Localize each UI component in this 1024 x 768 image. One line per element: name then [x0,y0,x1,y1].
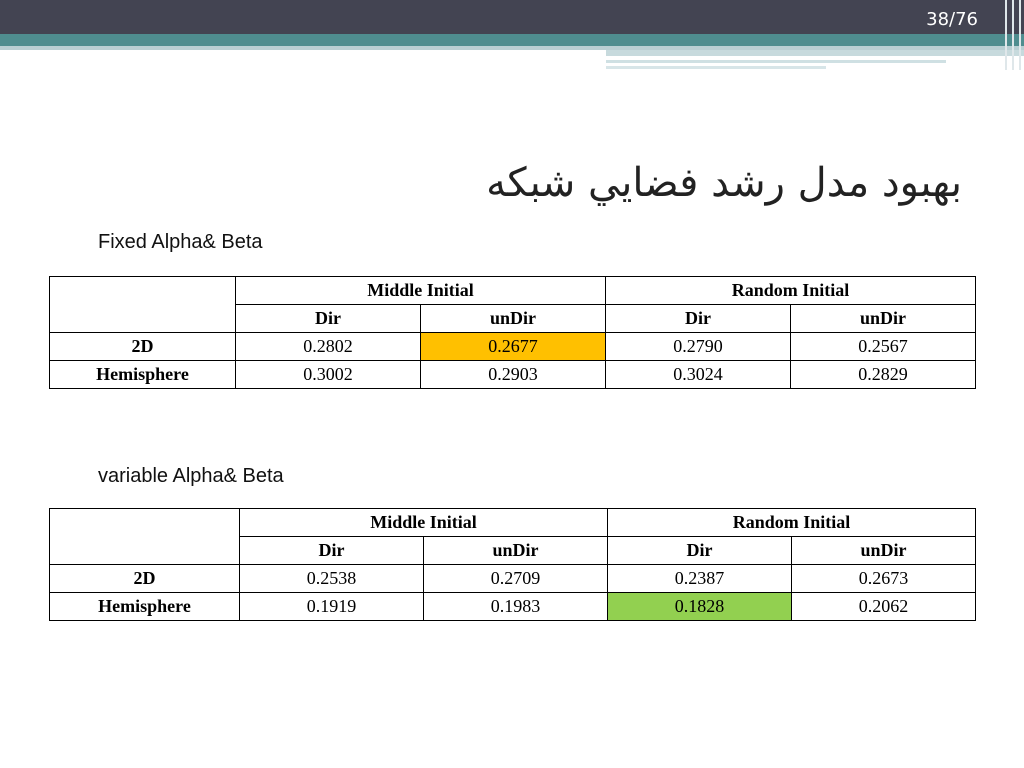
group-header-random-initial: Random Initial [606,277,976,305]
table-cell: 0.2903 [421,361,606,389]
row-label: 2D [50,333,236,361]
header-divider [1005,0,1007,70]
subheader-undir: unDir [424,537,608,565]
slide-header-bar [0,0,1024,34]
subheader-dir: Dir [236,305,421,333]
table-cell: 0.2673 [792,565,976,593]
table-cell: 0.2790 [606,333,791,361]
table-cell: 0.3024 [606,361,791,389]
subheader-dir: Dir [606,305,791,333]
table-cell: 0.2802 [236,333,421,361]
subheader-dir: Dir [608,537,792,565]
table-corner-cell [50,277,236,333]
group-header-middle-initial: Middle Initial [240,509,608,537]
subheader-dir: Dir [240,537,424,565]
header-divider [1019,0,1021,70]
variable-alpha-beta-table [49,508,976,621]
table-row [50,565,976,593]
table-row [50,361,976,389]
table-cell: 0.2829 [791,361,976,389]
variable-table-caption: variable Alpha& Beta [98,465,284,487]
fixed-table-caption: Fixed Alpha& Beta [98,231,263,253]
header-stripe [606,60,946,63]
table-row [50,333,976,361]
subheader-undir: unDir [791,305,976,333]
subheader-undir: unDir [421,305,606,333]
header-accent-band [0,34,1024,46]
group-header-middle-initial: Middle Initial [236,277,606,305]
group-header-random-initial: Random Initial [608,509,976,537]
table-cell: 0.2387 [608,565,792,593]
table-corner-cell [50,509,240,565]
table-cell: 0.1983 [424,593,608,621]
page-number: 38/76 [926,9,978,30]
table-cell: 0.2538 [240,565,424,593]
highlighted-cell: 0.2677 [421,333,606,361]
slide-title: بهبود مدل رشد فضايي شبکه [486,160,962,206]
header-stripe [606,50,1024,56]
row-label: Hemisphere [50,593,240,621]
table-cell: 0.2062 [792,593,976,621]
table-cell: 0.2709 [424,565,608,593]
highlighted-cell: 0.1828 [608,593,792,621]
table-cell: 0.3002 [236,361,421,389]
table-row [50,593,976,621]
table-cell: 0.1919 [240,593,424,621]
header-divider [1012,0,1014,70]
header-stripe [606,66,826,69]
row-label: Hemisphere [50,361,236,389]
row-label: 2D [50,565,240,593]
subheader-undir: unDir [792,537,976,565]
table-cell: 0.2567 [791,333,976,361]
fixed-alpha-beta-table [49,276,976,389]
